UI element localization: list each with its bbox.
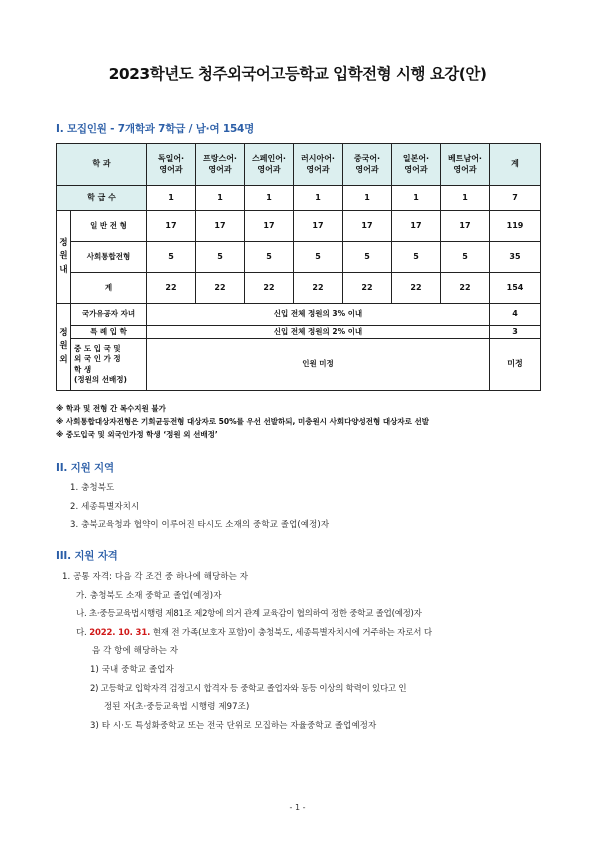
- list-item: 다. 2022. 10. 31. 현재 전 가족(보호자 포함)이 충청북도, 세종특별자치시에 거주하는 자로서 다: [76, 628, 432, 638]
- table-row-immigrant: [57, 339, 541, 391]
- table-cell: 1: [147, 186, 196, 211]
- list-item: 3. 충북교육청과 협약이 이루어진 타시도 소재의 중학교 졸업(예정)자: [70, 520, 330, 530]
- table-cell: 1: [441, 186, 490, 211]
- table-row-class-count: [57, 186, 541, 211]
- table-cell: 22: [441, 273, 490, 304]
- page-title: 2023학년도 청주외국어고등학교 입학전형 시행 요강(안): [108, 65, 487, 83]
- table-row-in-quota-total: [57, 273, 541, 304]
- table-cell: 5: [196, 242, 245, 273]
- table-cell: 35: [490, 242, 541, 273]
- header-vietnamese: 베트남어· 영어과: [441, 144, 490, 186]
- admission-quota-table: [56, 143, 541, 391]
- header-russian: 러시아어· 영어과: [294, 144, 343, 186]
- table-cell: 22: [294, 273, 343, 304]
- table-cell: 5: [441, 242, 490, 273]
- immigrant-quota-text: 인원 미정: [147, 339, 490, 391]
- table-row-special: [57, 326, 541, 339]
- table-cell: 7: [490, 186, 541, 211]
- list-item: 정된 자(초·중등교육법 시행령 제97조): [104, 702, 250, 712]
- veterans-total: 4: [490, 304, 541, 326]
- social-integration-label: 사회통합전형: [71, 242, 147, 273]
- table-cell: 5: [147, 242, 196, 273]
- in-quota-total-label: 계: [71, 273, 147, 304]
- table-cell: 22: [196, 273, 245, 304]
- note-item: ※ 중도입국 및 외국인가정 학생 ‘정원 외 선배정’: [56, 430, 218, 440]
- table-row-social-integration: [57, 242, 541, 273]
- deadline-date: 2022. 10. 31.: [89, 628, 151, 638]
- veterans-quota-text: 신입 전체 정원의 3% 이내: [147, 304, 490, 326]
- page-number: - 1 -: [289, 803, 306, 812]
- table-cell: 5: [343, 242, 392, 273]
- out-quota-side-label: 정 원 외: [57, 304, 71, 391]
- immigrant-total: 미정: [490, 339, 541, 391]
- section-1-heading: I. 모집인원 - 7개학과 7학급 / 남·여 154명: [56, 123, 255, 135]
- table-cell: 17: [147, 211, 196, 242]
- table-cell: 1: [343, 186, 392, 211]
- header-french: 프랑스어· 영어과: [196, 144, 245, 186]
- header-spanish: 스페인어· 영어과: [245, 144, 294, 186]
- table-cell: 17: [392, 211, 441, 242]
- table-cell: 22: [343, 273, 392, 304]
- table-cell: 154: [490, 273, 541, 304]
- list-item: 1. 공통 자격: 다음 각 조건 중 하나에 해당하는 자: [62, 572, 249, 582]
- section-2-heading: II. 지원 지역: [56, 462, 114, 474]
- table-cell: 22: [245, 273, 294, 304]
- immigrant-students-label: 중 도 입 국 및 외 국 인 가 정 학 생 (정원의 선배정): [71, 339, 147, 391]
- section-3-heading: III. 지원 자격: [56, 550, 118, 562]
- table-notes: [56, 402, 429, 441]
- table-cell: 1: [294, 186, 343, 211]
- header-dept-label: 학 과: [57, 144, 147, 186]
- in-quota-side-label: 정 원 내: [57, 211, 71, 304]
- special-quota-text: 신입 전체 정원의 2% 이내: [147, 326, 490, 339]
- header-chinese: 중국어· 영어과: [343, 144, 392, 186]
- list-item: 가. 충청북도 소재 중학교 졸업(예정)자: [76, 591, 222, 601]
- table-cell: 5: [245, 242, 294, 273]
- table-cell: 17: [294, 211, 343, 242]
- table-cell: 119: [490, 211, 541, 242]
- list-item: 2. 세종특별자치시: [70, 502, 140, 512]
- table-cell: 1: [196, 186, 245, 211]
- table-cell: 5: [392, 242, 441, 273]
- class-count-label: 학 급 수: [57, 186, 147, 211]
- veterans-children-label: 국가유공자 자녀: [71, 304, 147, 326]
- table-cell: 1: [245, 186, 294, 211]
- list-item: 3) 타 시·도 특성화중학교 또는 전국 단위로 모집하는 자율중학교 졸업예정자: [90, 721, 377, 731]
- table-cell: 17: [245, 211, 294, 242]
- table-cell: 17: [196, 211, 245, 242]
- note-item: ※ 사회통합대상자전형은 기회균등전형 대상자로 50%를 우선 선발하되, 미충원시 사회다양성전형 대상자로 선발: [56, 417, 429, 427]
- table-cell: 17: [343, 211, 392, 242]
- special-total: 3: [490, 326, 541, 339]
- list-item: 나. 초·중등교육법시행령 제81조 제2항에 의거 관계 교육감이 협의하여 정한 중학교 졸업(예정)자: [76, 609, 422, 619]
- table-cell: 22: [392, 273, 441, 304]
- header-german: 독일어· 영어과: [147, 144, 196, 186]
- table-cell: 1: [392, 186, 441, 211]
- list-item: 1) 국내 중학교 졸업자: [90, 665, 174, 675]
- special-admission-label: 특 례 입 학: [71, 326, 147, 339]
- table-cell: 5: [294, 242, 343, 273]
- header-total: 계: [490, 144, 541, 186]
- list-item: 2) 고등학교 입학자격 검정고시 합격자 등 중학교 졸업자와 동등 이상의 학력이 있다고 인: [90, 684, 407, 694]
- table-row-general: [57, 211, 541, 242]
- note-item: ※ 학과 및 전형 간 복수지원 불가: [56, 404, 166, 413]
- header-japanese: 일본어· 영어과: [392, 144, 441, 186]
- list-item: 1. 충청북도: [70, 483, 115, 493]
- table-row-veterans: [57, 304, 541, 326]
- general-admission-label: 일 반 전 형: [71, 211, 147, 242]
- table-cell: 17: [441, 211, 490, 242]
- table-cell: 22: [147, 273, 196, 304]
- list-item: 음 각 항에 해당하는 자: [92, 646, 179, 656]
